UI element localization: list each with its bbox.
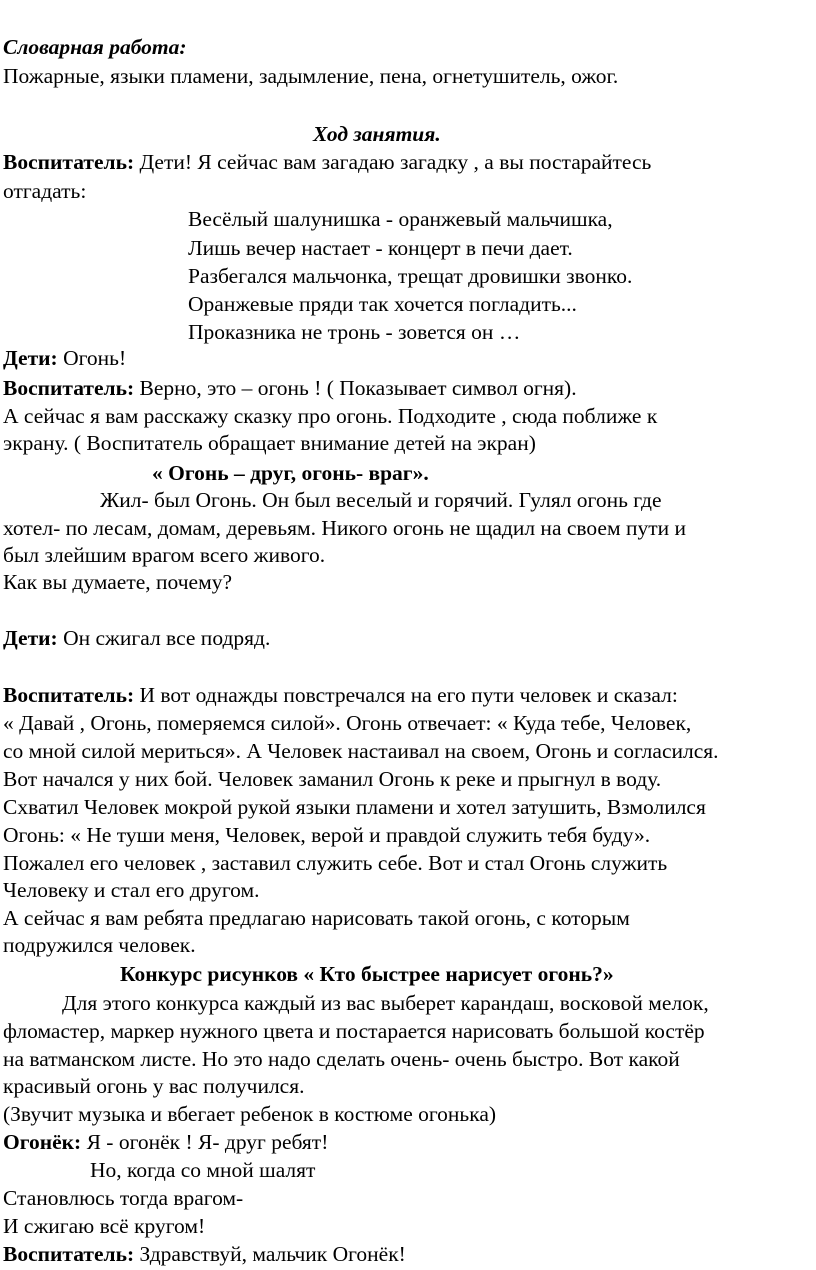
story-line: Вот начался у них бой. Человек заманил Огонь к реке и прыгнул в воду. bbox=[3, 767, 662, 791]
speaker-label: Огонёк: bbox=[3, 1130, 82, 1154]
speech-text: Дети! Я сейчас вам загадаю загадку , а вы постарайтесь bbox=[134, 150, 652, 174]
story-line: Огонь: « Не туши меня, Человек, верой и правдой служить тебя буду». bbox=[3, 823, 651, 847]
riddle-line: Проказника не тронь - зовется он … bbox=[188, 320, 521, 344]
final-line bbox=[3, 1240, 406, 1269]
speaker-label: Дети: bbox=[3, 346, 58, 370]
speech-text: Здравствуй, мальчик Огонёк! bbox=[134, 1242, 406, 1266]
ogonek-line: Но, когда со мной шалят bbox=[90, 1158, 316, 1182]
riddle-line: Разбегался мальчонка, трещат дровишки звонко. bbox=[188, 264, 633, 288]
riddle-line: Весёлый шалунишка - оранжевый мальчишка, bbox=[188, 207, 613, 231]
stage-direction: (Звучит музыка и вбегает ребенок в костюме огонька) bbox=[3, 1102, 497, 1126]
tale-title: « Огонь – друг, огонь- враг». bbox=[152, 461, 429, 485]
contest-line: на ватманском листе. Но это надо сделать очень- очень быстро. Вот какой bbox=[3, 1047, 680, 1071]
speech-text: Я - огонёк ! Я- друг ребят! bbox=[81, 1130, 329, 1154]
riddle-line: Оранжевые пряди так хочется погладить... bbox=[188, 292, 577, 316]
story-line: « Давай , Огонь, померяемся силой». Огонь отвечает: « Куда тебе, Человек, bbox=[3, 711, 692, 735]
story-line: Пожалел его человек , заставил служить себе. Вот и стал Огонь служить bbox=[3, 851, 668, 875]
contest-line: фломастер, маркер нужного цвета и постарается нарисовать большой костёр bbox=[3, 1019, 705, 1043]
story-line: подружился человек. bbox=[3, 933, 196, 957]
ogonek-line: Становлюсь тогда врагом- bbox=[3, 1186, 244, 1210]
speech-text: И вот однажды повстречался на его пути человек и сказал: bbox=[134, 683, 678, 707]
answer-line bbox=[3, 344, 126, 373]
story-line bbox=[3, 681, 678, 710]
reply-line bbox=[3, 374, 577, 403]
story-line: Схватил Человек мокрой рукой языки пламени и хотел затушить, Взмолился bbox=[3, 795, 706, 819]
vocab-words: Пожарные, языки пламени, задымление, пена, огнетушитель, ожог. bbox=[3, 64, 619, 88]
tale-line: Жил- был Огонь. Он был веселый и горячий. Гулял огонь где bbox=[100, 488, 662, 512]
ogonek-line: И сжигаю всё кругом! bbox=[3, 1214, 206, 1238]
speaker-label: Воспитатель: bbox=[3, 683, 135, 707]
ogonek-line bbox=[3, 1128, 328, 1157]
speech-text: Огонь! bbox=[57, 346, 127, 370]
reply-line-3: экрану. ( Воспитатель обращает внимание детей на экран) bbox=[3, 431, 536, 455]
contest-line: красивый огонь у вас получился. bbox=[3, 1074, 305, 1098]
lesson-title: Ход занятия. bbox=[313, 122, 441, 146]
tale-line: был злейшим врагом всего живого. bbox=[3, 543, 326, 567]
riddle-line: Лишь вечер настает - концерт в печи дает. bbox=[188, 236, 573, 260]
story-line: Человеку и стал его другом. bbox=[3, 878, 260, 902]
speech-text: Верно, это – огонь ! ( Показывает символ огня). bbox=[134, 376, 577, 400]
contest-title: Конкурс рисунков « Кто быстрее нарисует огонь?» bbox=[120, 962, 614, 986]
riddle-intro-line bbox=[3, 148, 651, 177]
speaker-label: Дети: bbox=[3, 626, 58, 650]
speaker-label: Воспитатель: bbox=[3, 150, 135, 174]
speech-text: Он сжигал все подряд. bbox=[57, 626, 271, 650]
answer-line bbox=[3, 624, 270, 653]
vocab-title: Словарная работа: bbox=[3, 35, 187, 59]
reply-line-2: А сейчас я вам расскажу сказку про огонь. Подходите , сюда поближе к bbox=[3, 404, 658, 428]
speaker-label: Воспитатель: bbox=[3, 376, 135, 400]
contest-line: Для этого конкурса каждый из вас выберет карандаш, восковой мелок, bbox=[62, 991, 709, 1015]
tale-line: хотел- по лесам, домам, деревьям. Никого огонь не щадил на своем пути и bbox=[3, 516, 686, 540]
riddle-intro-line-2: отгадать: bbox=[3, 179, 87, 203]
speaker-label: Воспитатель: bbox=[3, 1242, 135, 1266]
story-line: со мной силой мериться». А Человек настаивал на своем, Огонь и согласился. bbox=[3, 739, 719, 763]
tale-question: Как вы думаете, почему? bbox=[3, 570, 232, 594]
story-line: А сейчас я вам ребята предлагаю нарисовать такой огонь, с которым bbox=[3, 906, 630, 930]
